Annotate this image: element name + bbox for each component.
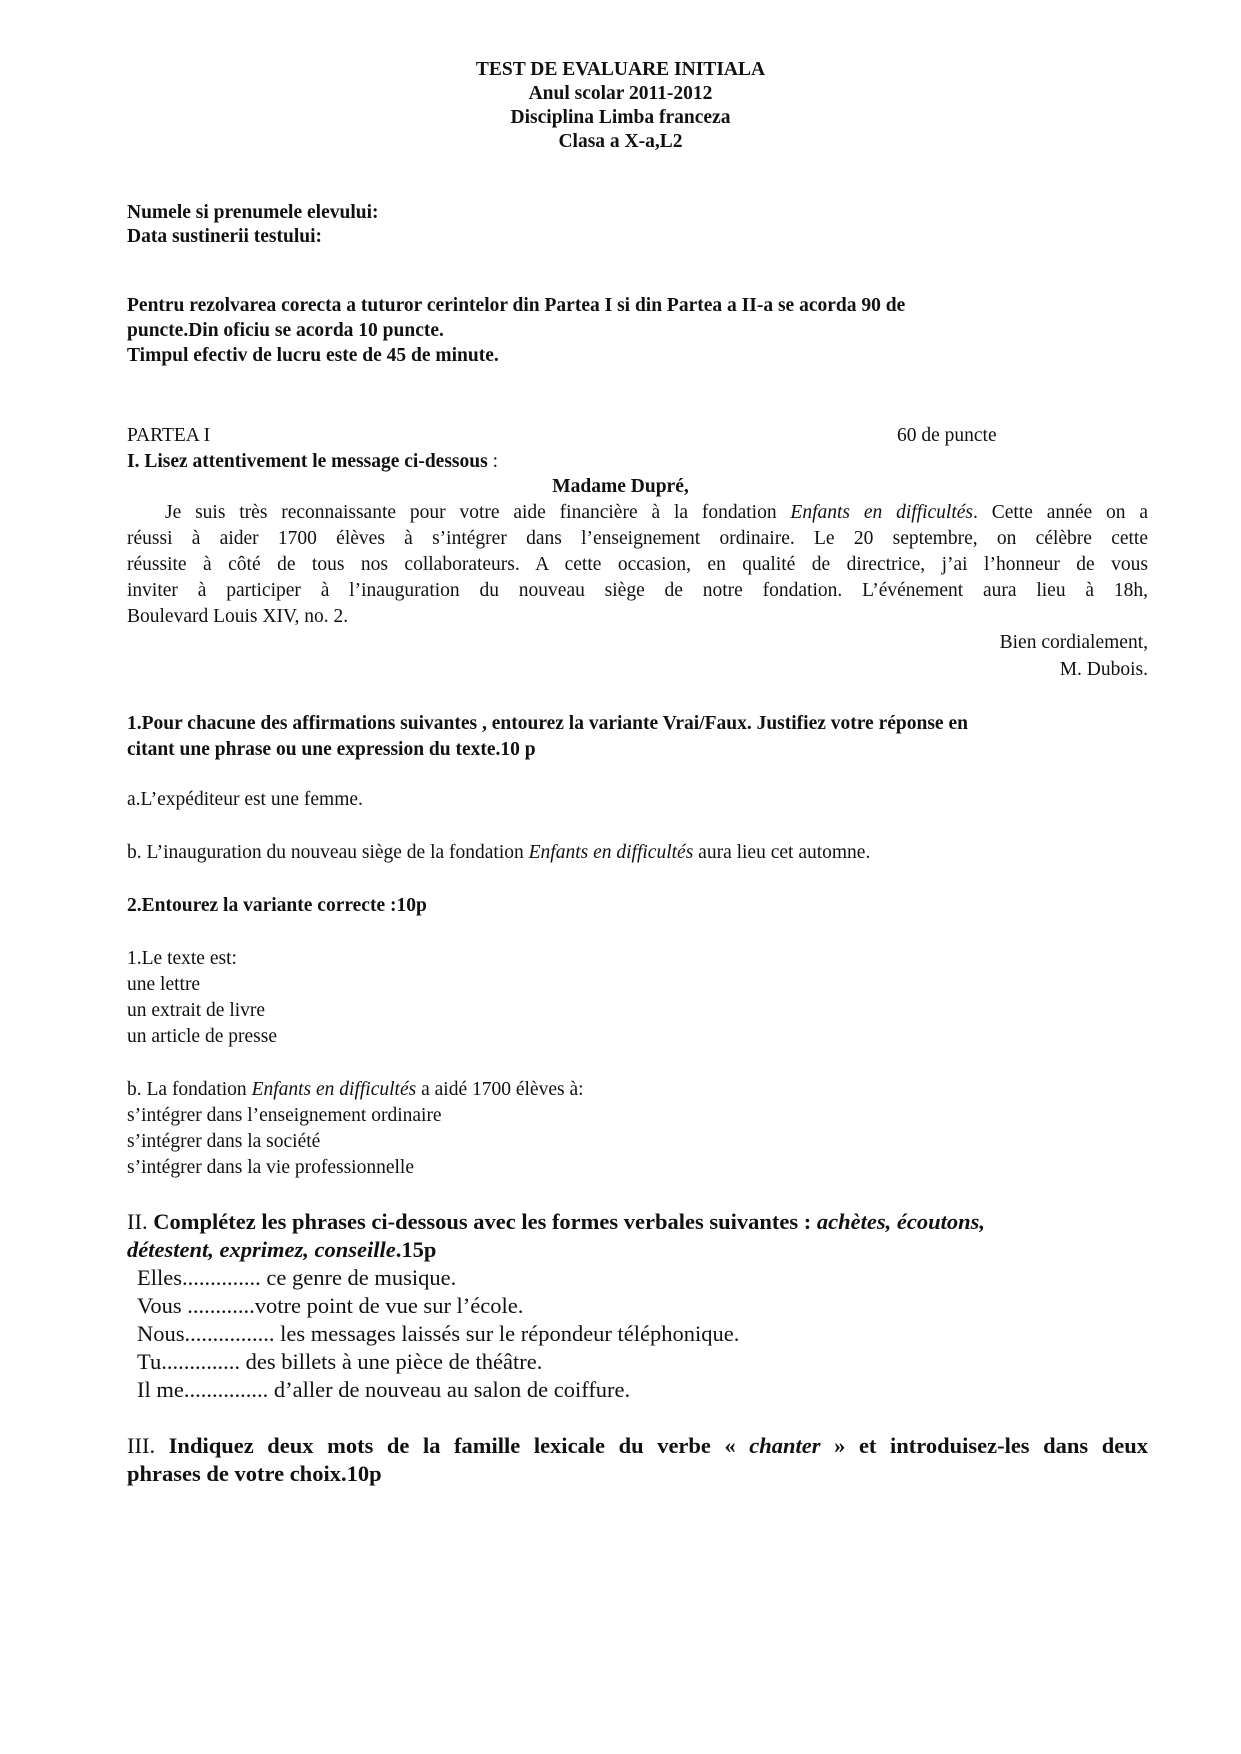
part2-points: .15p <box>395 1237 437 1262</box>
part3-line-2: phrases de votre choix.10p <box>127 1461 382 1486</box>
q1-statement-a: a.L’expéditeur est une femme. <box>127 789 363 810</box>
q2-title <box>127 893 427 919</box>
letter-line-2: réussi à aider 1700 élèves à s’intégrer dans l’enseignement ordinaire. Le 20 septembre, on célèbre cette <box>127 528 1148 549</box>
part3-title <box>127 1432 1148 1488</box>
q1-statement-b: b. L’inauguration du nouveau siège de la fondation Enfants en difficultés aura lieu cet automne. <box>127 842 871 863</box>
part2-sentence: Vous ............votre point de vue sur l’école. <box>137 1293 524 1318</box>
part3-line-1: III. Indiquez deux mots de la famille lexicale du verbe « chanter » et introduisez-les dans deux <box>127 1433 1148 1458</box>
test-date-label: Data sustinerii testului: <box>127 226 322 247</box>
letter-line-5: Boulevard Louis XIV, no. 2. <box>127 606 349 627</box>
q2-sub1-option: un extrait de livre <box>127 1000 266 1021</box>
q2-number: 2 <box>127 895 137 916</box>
q2-sub2-question: b. La fondation Enfants en difficultés a aidé 1700 élèves à: <box>127 1079 584 1100</box>
school-year: Anul scolar 2011-2012 <box>528 83 713 104</box>
part2-sentence: Il me............... d’aller de nouveau au salon de coiffure. <box>137 1377 631 1402</box>
part3-verb: chanter <box>749 1433 821 1458</box>
letter-line-3: réussite à côté de tous nos collaborateurs. A cette occasion, en qualité de directrice, j’ai l’honneur de vous <box>127 554 1148 575</box>
part2-sentence: Elles.............. ce genre de musique. <box>137 1265 457 1290</box>
part1-points: 60 de puncte <box>897 425 997 446</box>
instructions-line-1: Pentru rezolvarea corecta a tuturor cerintelor din Partea I si din Partea a II-a se acorda 90 de <box>127 295 906 316</box>
part2-sentence: Nous................ les messages laissés sur le répondeur téléphonique. <box>137 1321 740 1346</box>
test-title: TEST DE EVALUARE INITIALA <box>475 59 766 80</box>
letter-salutation: Madame Dupré, <box>552 476 689 497</box>
part2-sentence: Tu.............. des billets à une pièce de théâtre. <box>137 1349 543 1374</box>
part1-instruction-text: I. Lisez attentivement le message ci-dessous <box>127 451 488 472</box>
part2-verbs-1: achètes, écoutons, <box>816 1209 986 1234</box>
class-label: Clasa a X-a,L2 <box>558 131 683 152</box>
foundation-name: Enfants en difficultés <box>251 1079 417 1100</box>
part3-number: III. <box>127 1433 169 1458</box>
discipline: Disciplina Limba franceza <box>510 107 731 128</box>
part1-label: PARTEA I <box>127 425 211 446</box>
q2-sub2-option: s’intégrer dans la société <box>127 1131 321 1152</box>
q2-sub1-option: un article de presse <box>127 1026 277 1047</box>
q2-title-text: .Entourez la variante correcte :10p <box>136 895 427 916</box>
q1-line-1: 1.Pour chacune des affirmations suivantes , entourez la variante Vrai/Faux. Justifiez votre réponse en <box>127 713 968 734</box>
q2-sub2-option: s’intégrer dans la vie professionnelle <box>127 1157 414 1178</box>
part1-instruction-colon: : <box>487 451 498 472</box>
letter-body <box>127 500 1148 630</box>
part2-verbs-2: détestent, exprimez, conseille <box>127 1237 396 1262</box>
instructions-line-3: Timpul efectiv de lucru este de 45 de minute. <box>127 345 499 366</box>
foundation-name: Enfants en difficultés <box>528 842 694 863</box>
letter-signature: M. Dubois. <box>1059 659 1148 680</box>
q2-sub1-question: 1.Le texte est: <box>127 948 237 969</box>
part2-title-line-1 <box>127 1208 985 1236</box>
q1-line-2: citant une phrase ou une expression du texte.10 p <box>127 739 536 760</box>
instructions-line-2: puncte.Din oficiu se acorda 10 puncte. <box>127 320 444 341</box>
q2-sub2-option: s’intégrer dans l’enseignement ordinaire <box>127 1105 442 1126</box>
foundation-name: Enfants en difficultés <box>790 502 973 523</box>
part2-instruction: Complétez les phrases ci-dessous avec les formes verbales suivantes : <box>153 1209 817 1234</box>
part1-instruction <box>127 449 498 475</box>
part2-title-line-2 <box>127 1236 436 1264</box>
q2-sub1-option: une lettre <box>127 974 201 995</box>
part2-number: II. <box>127 1209 154 1234</box>
letter-closing: Bien cordialement, <box>999 632 1148 653</box>
student-name-label: Numele si prenumele elevului: <box>127 202 379 223</box>
letter-line-4: inviter à participer à l’inauguration du nouveau siège de notre fondation. L’événement aura lieu à 18h, <box>127 580 1148 601</box>
letter-line-1: Je suis très reconnaissante pour votre aide financière à la fondation Enfants en difficultés. Cette année on a <box>165 502 1148 523</box>
